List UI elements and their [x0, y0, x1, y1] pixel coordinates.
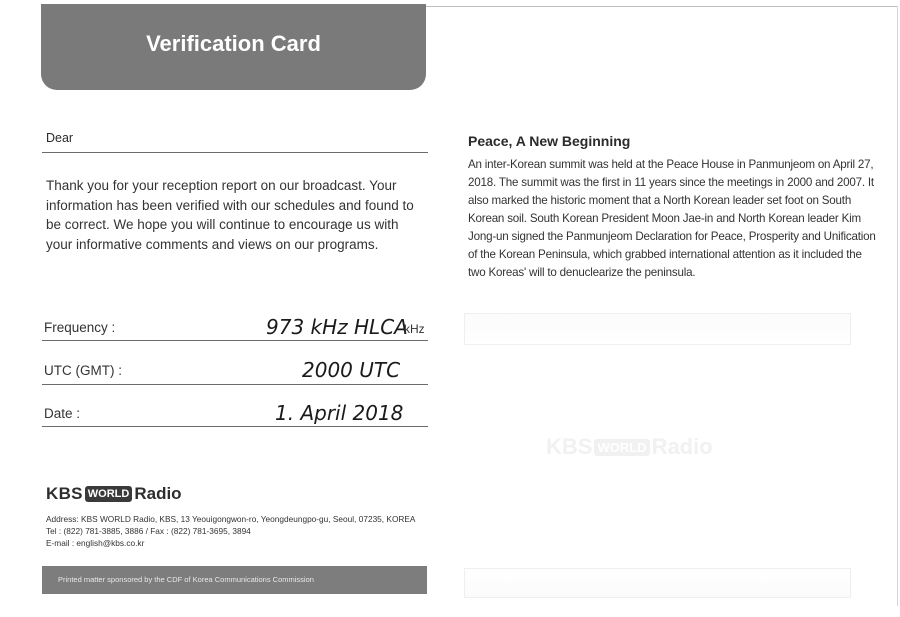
watermark-radio: Radio — [651, 434, 713, 459]
utc-line — [42, 384, 428, 385]
watermark-kbs: KBS — [546, 434, 593, 459]
frequency-label: Frequency : — [44, 320, 116, 335]
photo-area-bottom — [464, 568, 851, 598]
greeting-line — [42, 152, 428, 153]
contact-block — [46, 513, 415, 550]
top-divider — [426, 6, 898, 7]
logo-kbs-text: KBS — [46, 484, 83, 503]
card-title: Verification Card — [146, 31, 321, 56]
frequency-unit: kHz — [404, 322, 425, 336]
sponsor-note: Printed matter sponsored by the CDF of Korea Communications Commission — [58, 575, 314, 584]
greeting-label: Dear — [46, 131, 74, 145]
contact-address: Address: KBS WORLD Radio, KBS, 13 Yeouigongwon-ro, Yeongdeungpo-gu, Seoul, 07235, KOREA — [46, 514, 416, 524]
logo-world-badge: WORLD — [85, 486, 133, 502]
kbs-world-radio-logo — [46, 484, 182, 504]
date-value: 1. April 2018 — [275, 401, 404, 425]
photo-area-top — [464, 313, 851, 345]
frequency-line — [42, 340, 428, 341]
contact-phone: Tel : (822) 781-3885, 3886 / Fax : (822) 781-3695, 3894 — [46, 526, 251, 537]
logo-radio-text: Radio — [134, 484, 182, 503]
date-label: Date : — [44, 406, 81, 421]
article-title: Peace, A New Beginning — [468, 133, 631, 149]
card-edge — [897, 6, 898, 606]
watermark-logo — [546, 434, 713, 460]
article-body: An inter-Korean summit was held at the Peace House in Panmunjeom on April 27, 2018. The summit was the first in 11 years since the meetings in 2000 and 2007. It also marked the historic moment that a North Korean leader set foot on South Korean soil. South Korean President Moon Jae-in and North Korean leader Kim Jong-un signed the Panmunjeom Declaration for Peace, Prosperity and Unification of the Korean Peninsula, which grabbed international attention as it included the two Koreas' will to denuclearize the peninsula. — [468, 158, 876, 279]
date-line — [42, 426, 428, 427]
thank-you-message: Thank you for your reception report on our broadcast. Your information has been verified with our schedules and found to be correct. We hope you will continue to encourage us with your informative comments and views on our programs. — [46, 178, 414, 252]
contact-email: E-mail : english@kbs.co.kr — [46, 538, 145, 549]
frequency-value: 973 kHz HLCA — [266, 315, 408, 339]
watermark-world: WORLD — [594, 439, 649, 456]
utc-value: 2000 UTC — [302, 358, 401, 382]
utc-label: UTC (GMT) : — [44, 363, 122, 378]
